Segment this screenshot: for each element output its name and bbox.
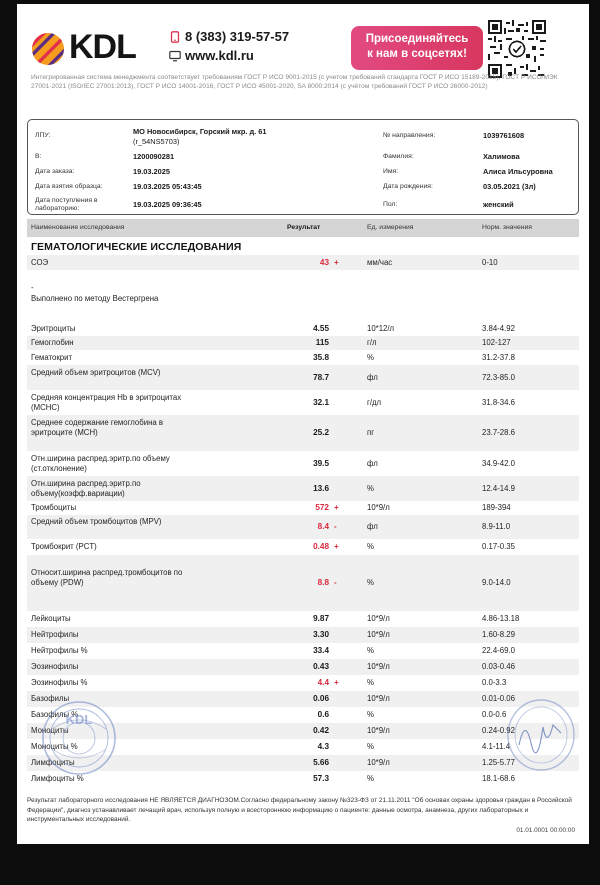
result-row [27, 415, 579, 451]
website-url: www.kdl.ru [185, 48, 254, 63]
signature-scribble [519, 725, 561, 753]
test-result-value: 9.87 [313, 614, 329, 623]
kdl-logo-text: KDL [69, 28, 136, 66]
test-unit: фл [367, 373, 378, 382]
test-unit: 10*12/л [367, 324, 395, 333]
test-norm-range: 0.01-0.06 [482, 694, 515, 703]
abnormal-flag: - [334, 522, 337, 531]
kdl-seal-stamp [40, 699, 118, 777]
test-norm-range: 0.0-3.3 [482, 678, 507, 687]
test-name: Эозинофилы [31, 662, 79, 671]
test-norm-range: 0.24-0.92 [482, 726, 515, 735]
kdl-logo [29, 25, 169, 73]
test-result-value: 13.6 [313, 484, 329, 493]
result-row [27, 365, 579, 390]
referral-value: 1039761608 [483, 131, 525, 140]
order-date-label: Дата заказа: [35, 168, 75, 175]
social-line-1: Присоединяйтесь [365, 33, 469, 45]
social-line-2: к нам в соцсетях! [367, 48, 467, 60]
test-norm-range: 3.84-4.92 [482, 324, 515, 333]
test-norm-range: 31.2-37.8 [482, 353, 515, 362]
test-norm-range: 1.25-5.77 [482, 758, 515, 767]
test-result-value: 35.8 [313, 353, 329, 362]
order-date-value: 19.03.2025 [133, 167, 170, 176]
test-norm-range: 4.1-11.4 [482, 742, 511, 751]
signature-stamp [505, 697, 577, 773]
result-row [27, 659, 579, 675]
test-norm-range: 4.86-13.18 [482, 614, 520, 623]
test-name: Гемоглобин [31, 338, 74, 347]
test-unit: 10*9/л [367, 662, 390, 671]
test-norm-range: 23.7-28.6 [482, 428, 515, 437]
test-unit: 10*9/л [367, 503, 390, 512]
test-norm-range: 72.3-85.0 [482, 373, 515, 382]
test-name: Отн.ширина распред.эритр.по объему (ст.отклонение) [31, 454, 170, 473]
test-name: Средний объем тромбоцитов (MPV) [31, 517, 162, 526]
birth-date-label: Дата рождения: [383, 183, 433, 190]
name-label: Имя: [383, 168, 399, 175]
test-norm-range: 102-127 [482, 338, 511, 347]
test-result-value: 57.3 [313, 774, 329, 783]
test-name: Лимфоциты % [31, 774, 84, 783]
test-unit: 10*9/л [367, 614, 390, 623]
test-norm-range: 1.60-8.29 [482, 630, 515, 639]
test-name: Лимфоциты [31, 758, 75, 767]
test-result-value: 5.66 [313, 758, 329, 767]
test-result-value: 0.48 [313, 542, 329, 551]
document-code: 01.01.0001 00:00:00 [516, 827, 575, 834]
test-result-value: 4.3 [317, 742, 329, 751]
test-result-value: 78.7 [313, 373, 329, 382]
test-result-value: 0.43 [313, 662, 329, 671]
name-value: Алиса Ильсуровна [483, 167, 553, 176]
seal-text: KDL [65, 712, 93, 727]
test-name: Средняя концентрация Hb в эритроцитах (MCHC) [31, 393, 182, 412]
contact-website[interactable] [169, 48, 254, 63]
result-row [27, 627, 579, 643]
surname-label: Фамилия: [383, 153, 414, 160]
test-name: Эозинофилы % [31, 678, 88, 687]
test-unit: % [367, 578, 374, 587]
test-norm-range: 189-394 [482, 503, 511, 512]
contact-phone[interactable] [169, 29, 289, 44]
test-result-value: 0.6 [317, 710, 329, 719]
disclaimer-text: Результат лабораторного исследования НЕ ЯВЛЯЕТСЯ ДИАГНОЗОМ.Согласно федеральному закону №323-ФЗ от 21.11.2011 "Об основах охраны здоровья граждан в Российской Федерации", диагноз устанавливает лечащий врач, используя полную и всестороннюю информацию о пациенте: данные осмотра, анамнеза, других лабораторных и инструментальных исследований. [27, 797, 572, 823]
lpu-value: МО Новосибирск, Горский мкр. д. 61 [133, 127, 267, 136]
sample-date-label: Дата взятия образца: [35, 183, 103, 190]
result-row [27, 515, 579, 539]
test-unit: % [367, 774, 374, 783]
test-name: Гематокрит [31, 353, 73, 362]
test-name: СОЭ [31, 258, 49, 267]
test-unit: 10*9/л [367, 726, 390, 735]
test-name: Среднее содержание гемоглобина в эритроците (MCH) [31, 418, 164, 437]
col-unit-header: Ед. измерения [367, 224, 414, 231]
result-row [27, 321, 579, 336]
test-norm-range: 12.4-14.9 [482, 484, 515, 493]
test-result-value: 8.8 [317, 578, 329, 587]
test-result-value: 39.5 [313, 459, 329, 468]
test-result-value: 4.4 [317, 678, 329, 687]
result-row [27, 611, 579, 627]
kdl-logo-icon [31, 32, 65, 66]
test-unit: % [367, 646, 374, 655]
test-result-value: 33.4 [313, 646, 329, 655]
test-norm-range: 34.9-42.0 [482, 459, 515, 468]
test-name: Относит.ширина распред.тромбоцитов по объему (PDW) [31, 568, 183, 587]
test-unit: мм/час [367, 258, 393, 267]
referral-label: № направления: [383, 132, 436, 139]
result-row [27, 476, 579, 501]
test-result-value: 115 [315, 338, 329, 347]
result-row [27, 555, 579, 611]
test-unit: г/л [367, 338, 377, 347]
received-label-2: лабораторию: [35, 205, 80, 212]
col-norm-header: Норм. значения [482, 224, 532, 231]
result-row [27, 390, 579, 415]
method-text: Выполнено по методу Вестергрена [31, 294, 159, 303]
sex-label: Пол: [383, 201, 398, 208]
test-unit: % [367, 710, 374, 719]
test-result-value: 4.55 [313, 324, 329, 333]
abnormal-flag: + [334, 542, 339, 551]
col-name-header: Наименование исследования [31, 224, 125, 231]
test-norm-range: 9.0-14.0 [482, 578, 511, 587]
test-result-value: 8.4 [317, 522, 329, 531]
id-value: 1200090281 [133, 152, 175, 161]
result-row [27, 643, 579, 659]
test-norm-range: 0.0-0.6 [482, 710, 507, 719]
test-result-value: 25.2 [313, 428, 329, 437]
lpu-label: ЛПУ: [35, 132, 51, 139]
phone-number: 8 (383) 319-57-57 [185, 29, 290, 44]
test-unit: 10*9/л [367, 758, 390, 767]
received-date-value: 19.03.2025 09:36:45 [133, 200, 202, 209]
phone-icon [169, 31, 181, 43]
test-unit: % [367, 542, 374, 551]
surname-value: Халимова [483, 152, 520, 161]
col-result-header: Результат [287, 224, 321, 231]
sex-value: женский [483, 200, 514, 209]
patient-info-box [27, 119, 579, 215]
abnormal-flag: + [334, 258, 339, 267]
result-row [27, 255, 579, 270]
test-name: Нейтрофилы % [31, 646, 88, 655]
test-unit: пг [367, 428, 375, 437]
lpu-code: (r_54NS5703) [133, 137, 180, 146]
test-name: Тромбокрит (PCT) [31, 542, 97, 551]
test-unit: фл [367, 522, 378, 531]
result-row [27, 350, 579, 365]
test-unit: % [367, 742, 374, 751]
test-unit: г/дл [367, 398, 382, 407]
result-row [27, 675, 579, 691]
test-norm-range: 0-10 [482, 258, 498, 267]
result-row [27, 451, 579, 476]
sample-date-value: 19.03.2025 05:43:45 [133, 182, 202, 191]
lab-report-sheet [17, 4, 589, 844]
test-result-value: 32.1 [313, 398, 329, 407]
test-name: Нейтрофилы [31, 630, 79, 639]
abnormal-flag: + [334, 678, 339, 687]
result-row [27, 501, 579, 515]
test-result-value: 0.06 [313, 694, 329, 703]
test-name: Эритроциты [31, 324, 76, 333]
join-social-button[interactable] [351, 26, 483, 70]
test-result-value: 3.30 [313, 630, 329, 639]
abnormal-flag: + [334, 503, 339, 512]
iso-certification-text: Интегрированная система менеджмента соответствует требованиям ГОСТ Р ИСО 9001-2015 (с учетом требований стандарта ГОСТ Р ИСО 15189-2015), ГОСТ Р ИСО/МЭК 27001-2021 (ISO/IEC 27001:2013), ГОСТ Р ИСО 14001-2016, ГОСТ Р ИСО 45001-2020, SA 8000:2014 (с учётом требований ГОСТ Р ИСО 26000-2012) [31, 74, 558, 90]
test-name: Тромбоциты [31, 503, 77, 512]
received-label-1: Дата поступления в [35, 197, 98, 204]
qr-code-icon[interactable] [488, 20, 546, 78]
method-note [31, 282, 158, 304]
result-row [27, 336, 579, 350]
test-name: Базофилы [31, 694, 70, 703]
id-label: В: [35, 153, 42, 160]
test-norm-range: 8.9-11.0 [482, 522, 511, 531]
monitor-icon [169, 50, 181, 62]
test-name: Базофилы % [31, 710, 79, 719]
test-name: Лейкоциты [31, 614, 71, 623]
result-row [27, 539, 579, 555]
test-name: Моноциты [31, 726, 69, 735]
test-norm-range: 18.1-68.6 [482, 774, 515, 783]
test-name: Моноциты % [31, 742, 78, 751]
birth-date-value: 03.05.2021 (3л) [483, 182, 536, 191]
section-title: ГЕМАТОЛОГИЧЕСКИЕ ИССЛЕДОВАНИЯ [31, 241, 242, 253]
test-norm-range: 0.17-0.35 [482, 542, 515, 551]
test-result-value: 572 [315, 503, 329, 512]
results-table-header [27, 219, 579, 237]
test-norm-range: 22.4-69.0 [482, 646, 515, 655]
abnormal-flag: - [334, 578, 337, 587]
test-name: Отн.ширина распред.эритр.по объему(коэфф.вариации) [31, 479, 141, 498]
test-unit: % [367, 678, 374, 687]
test-result-value: 43 [319, 258, 329, 267]
test-result-value: 0.42 [313, 726, 329, 735]
test-unit: 10*9/л [367, 630, 390, 639]
test-norm-range: 31.8-34.6 [482, 398, 515, 407]
test-name: Средний объем эритроцитов (MCV) [31, 368, 161, 377]
test-unit: % [367, 353, 374, 362]
test-unit: 10*9/л [367, 694, 390, 703]
method-dash: - [31, 283, 34, 292]
test-unit: % [367, 484, 374, 493]
test-norm-range: 0.03-0.46 [482, 662, 515, 671]
test-unit: фл [367, 459, 378, 468]
